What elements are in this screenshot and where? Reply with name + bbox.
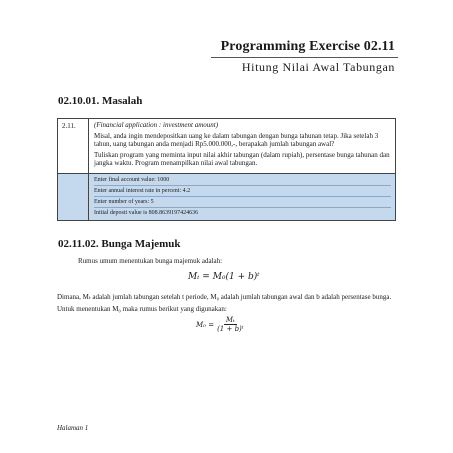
section-heading-masalah: 02.10.01. Masalah: [58, 95, 143, 107]
chapter-title: Programming Exercise 02.11: [220, 39, 395, 54]
formula-denominator: (1 + b)ᵗ: [217, 325, 244, 333]
chapter-subtitle: Hitung Nilai Awal Tabungan: [241, 60, 395, 74]
exercise-problem-row: [58, 119, 396, 174]
exercise-paragraph: Tuliskan program yang meminta input nilai akhir tabungan (dalam rupiah), persentase bunga tahunan dan jangka waktu. Program menampilkan nilai awal tabungan.: [94, 151, 390, 167]
header-divider: [211, 57, 398, 58]
sample-output-margin: [58, 174, 89, 221]
sample-output-box: [89, 174, 396, 221]
formula-explanation-text: Dimana, Mₜ adalah jumlah tabungan setelah t periode, M₀ adalah jumlah tabungan awal dan b adalah persentase bunga. Untuk menentukan M₀ maka rumus berikut yang digunakan:: [57, 293, 392, 313]
formula-intro-text: Rumus umum menentukan bunga majemuk adalah:: [78, 257, 223, 265]
formula-lhs: M₀ =: [196, 320, 215, 329]
sample-output-line: Initial deposit value is 808.8639197424636: [94, 210, 199, 216]
sample-output-line: Enter final account value: 1000: [94, 175, 391, 186]
formula-numerator: Mₜ: [225, 316, 235, 324]
sample-output-line: Enter annual interest rate in percent: 4.2: [94, 186, 391, 197]
section-heading-bunga-majemuk: 02.11.02. Bunga Majemuk: [58, 238, 181, 250]
sample-output-line: Enter number of years: 5: [94, 197, 391, 208]
formula-fraction: [217, 316, 243, 333]
exercise-number: 2.11.: [58, 119, 89, 174]
exercise-paragraph: (Financial application : investment amount): [94, 121, 219, 129]
compound-interest-formula: Mₜ = M₀(1 + b)ᵗ: [188, 272, 260, 282]
page-footer: Halaman 1: [57, 424, 89, 432]
exercise-description: [89, 119, 396, 174]
exercise-table: [57, 118, 396, 221]
exercise-paragraph: Misal, anda ingin mendepositkan uang ke dalam tabungan dengan bunga tahunan tetap. Jika setelah 3 tahun, uang tabungan anda menjadi Rp5.000.000,-, berapakah jumlah tabungan awal?: [94, 132, 379, 148]
sample-output-row: [58, 174, 396, 221]
initial-deposit-formula: [196, 316, 244, 333]
